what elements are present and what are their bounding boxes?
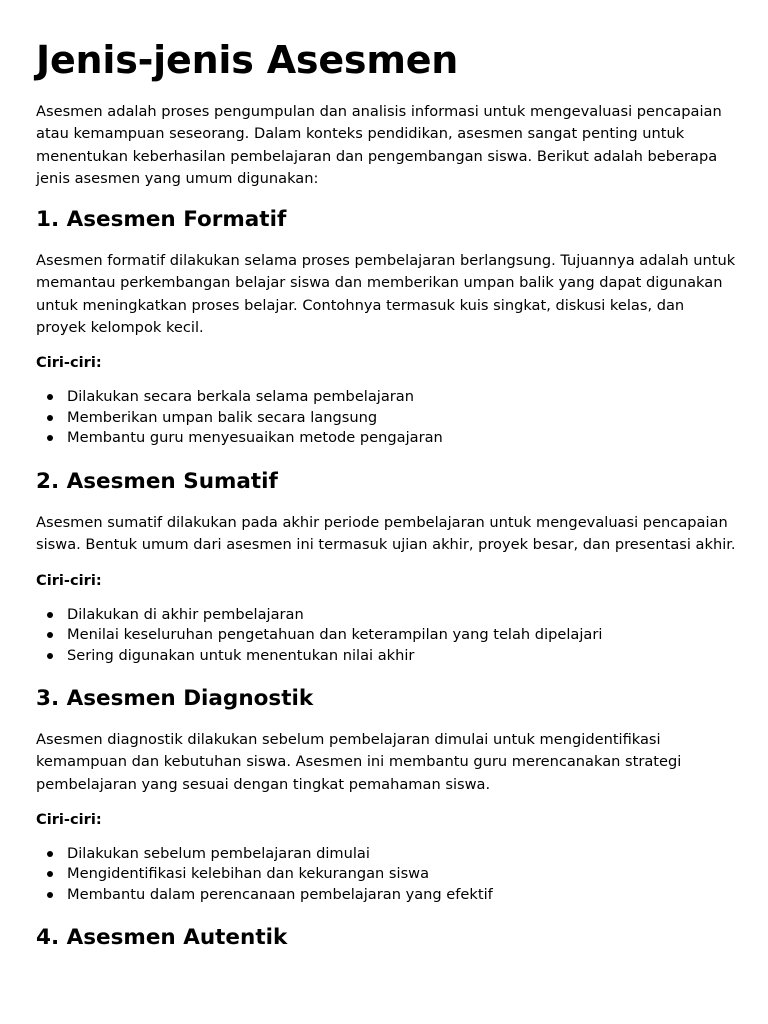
bullet-icon [47, 892, 53, 898]
list-item [36, 428, 736, 449]
list-item-text: Mengidentifikasi kelebihan dan kekurangan siswa [67, 865, 430, 883]
bullet-icon [47, 632, 53, 638]
list-item-text: Dilakukan sebelum pembelajaran dimulai [67, 844, 370, 862]
section-description: Asesmen formatif dilakukan selama proses pembelajaran berlangsung. Tujuannya adalah untuk memantau perkembangan belajar siswa dan memberikan umpan balik yang dapat digunakan untuk meningkatkan proses belajar. Contohnya termasuk kuis singkat, diskusi kelas, dan proyek kelompok kecil. [36, 252, 736, 336]
list-item-text: Sering digunakan untuk menentukan nilai akhir [67, 646, 415, 664]
list-item [36, 844, 736, 865]
list-item [36, 387, 736, 408]
ciri-list [36, 387, 736, 449]
list-item [36, 864, 736, 885]
bullet-icon [47, 851, 53, 857]
bullet-icon [47, 871, 53, 877]
list-item [36, 885, 736, 906]
section-sumatif [36, 468, 736, 666]
section-heading: 3. Asesmen Diagnostik [36, 686, 314, 711]
ciri-label: Ciri-ciri: [36, 571, 102, 589]
intro-paragraph: Asesmen adalah proses pengumpulan dan analisis informasi untuk mengevaluasi pencapaian atau kemampuan seseorang. Dalam konteks pendidikan, asesmen sangat penting untuk menentukan keberhasilan pembelajaran dan pengembangan siswa. Berikut adalah beberapa jenis asesmen yang umum digunakan: [36, 103, 722, 187]
ciri-label: Ciri-ciri: [36, 810, 102, 828]
ciri-list [36, 844, 736, 906]
page-title: Jenis-jenis Asesmen [36, 38, 459, 82]
section-heading: 4. Asesmen Autentik [36, 925, 288, 950]
list-item-text: Membantu guru menyesuaikan metode pengajaran [67, 429, 443, 447]
bullet-icon [47, 415, 53, 421]
list-item-text: Membantu dalam perencanaan pembelajaran yang efektif [67, 885, 493, 903]
section-formatif [36, 206, 736, 449]
bullet-icon [47, 612, 53, 618]
list-item-text: Dilakukan di akhir pembelajaran [67, 605, 304, 623]
list-item-text: Dilakukan secara berkala selama pembelajaran [67, 388, 414, 406]
section-heading: 1. Asesmen Formatif [36, 207, 287, 232]
section-description: Asesmen sumatif dilakukan pada akhir periode pembelajaran untuk mengevaluasi pencapaian siswa. Bentuk umum dari asesmen ini termasuk ujian akhir, proyek besar, dan presentasi akhir. [36, 514, 736, 554]
list-item [36, 625, 736, 646]
list-item-text: Menilai keseluruhan pengetahuan dan keterampilan yang telah dipelajari [67, 626, 603, 644]
list-item [36, 646, 736, 667]
list-item [36, 408, 736, 429]
bullet-icon [47, 394, 53, 400]
bullet-icon [47, 435, 53, 441]
section-heading: 2. Asesmen Sumatif [36, 469, 278, 494]
section-autentik [36, 924, 736, 952]
list-item-text: Memberikan umpan balik secara langsung [67, 408, 378, 426]
bullet-icon [47, 653, 53, 659]
ciri-label: Ciri-ciri: [36, 354, 102, 372]
section-description: Asesmen diagnostik dilakukan sebelum pembelajaran dimulai untuk mengidentifikasi kemampuan dan kebutuhan siswa. Asesmen ini membantu guru merencanakan strategi pembelajaran yang sesuai dengan tingkat pemahaman siswa. [36, 731, 682, 793]
ciri-list [36, 605, 736, 667]
list-item [36, 605, 736, 626]
section-diagnostik [36, 685, 736, 905]
